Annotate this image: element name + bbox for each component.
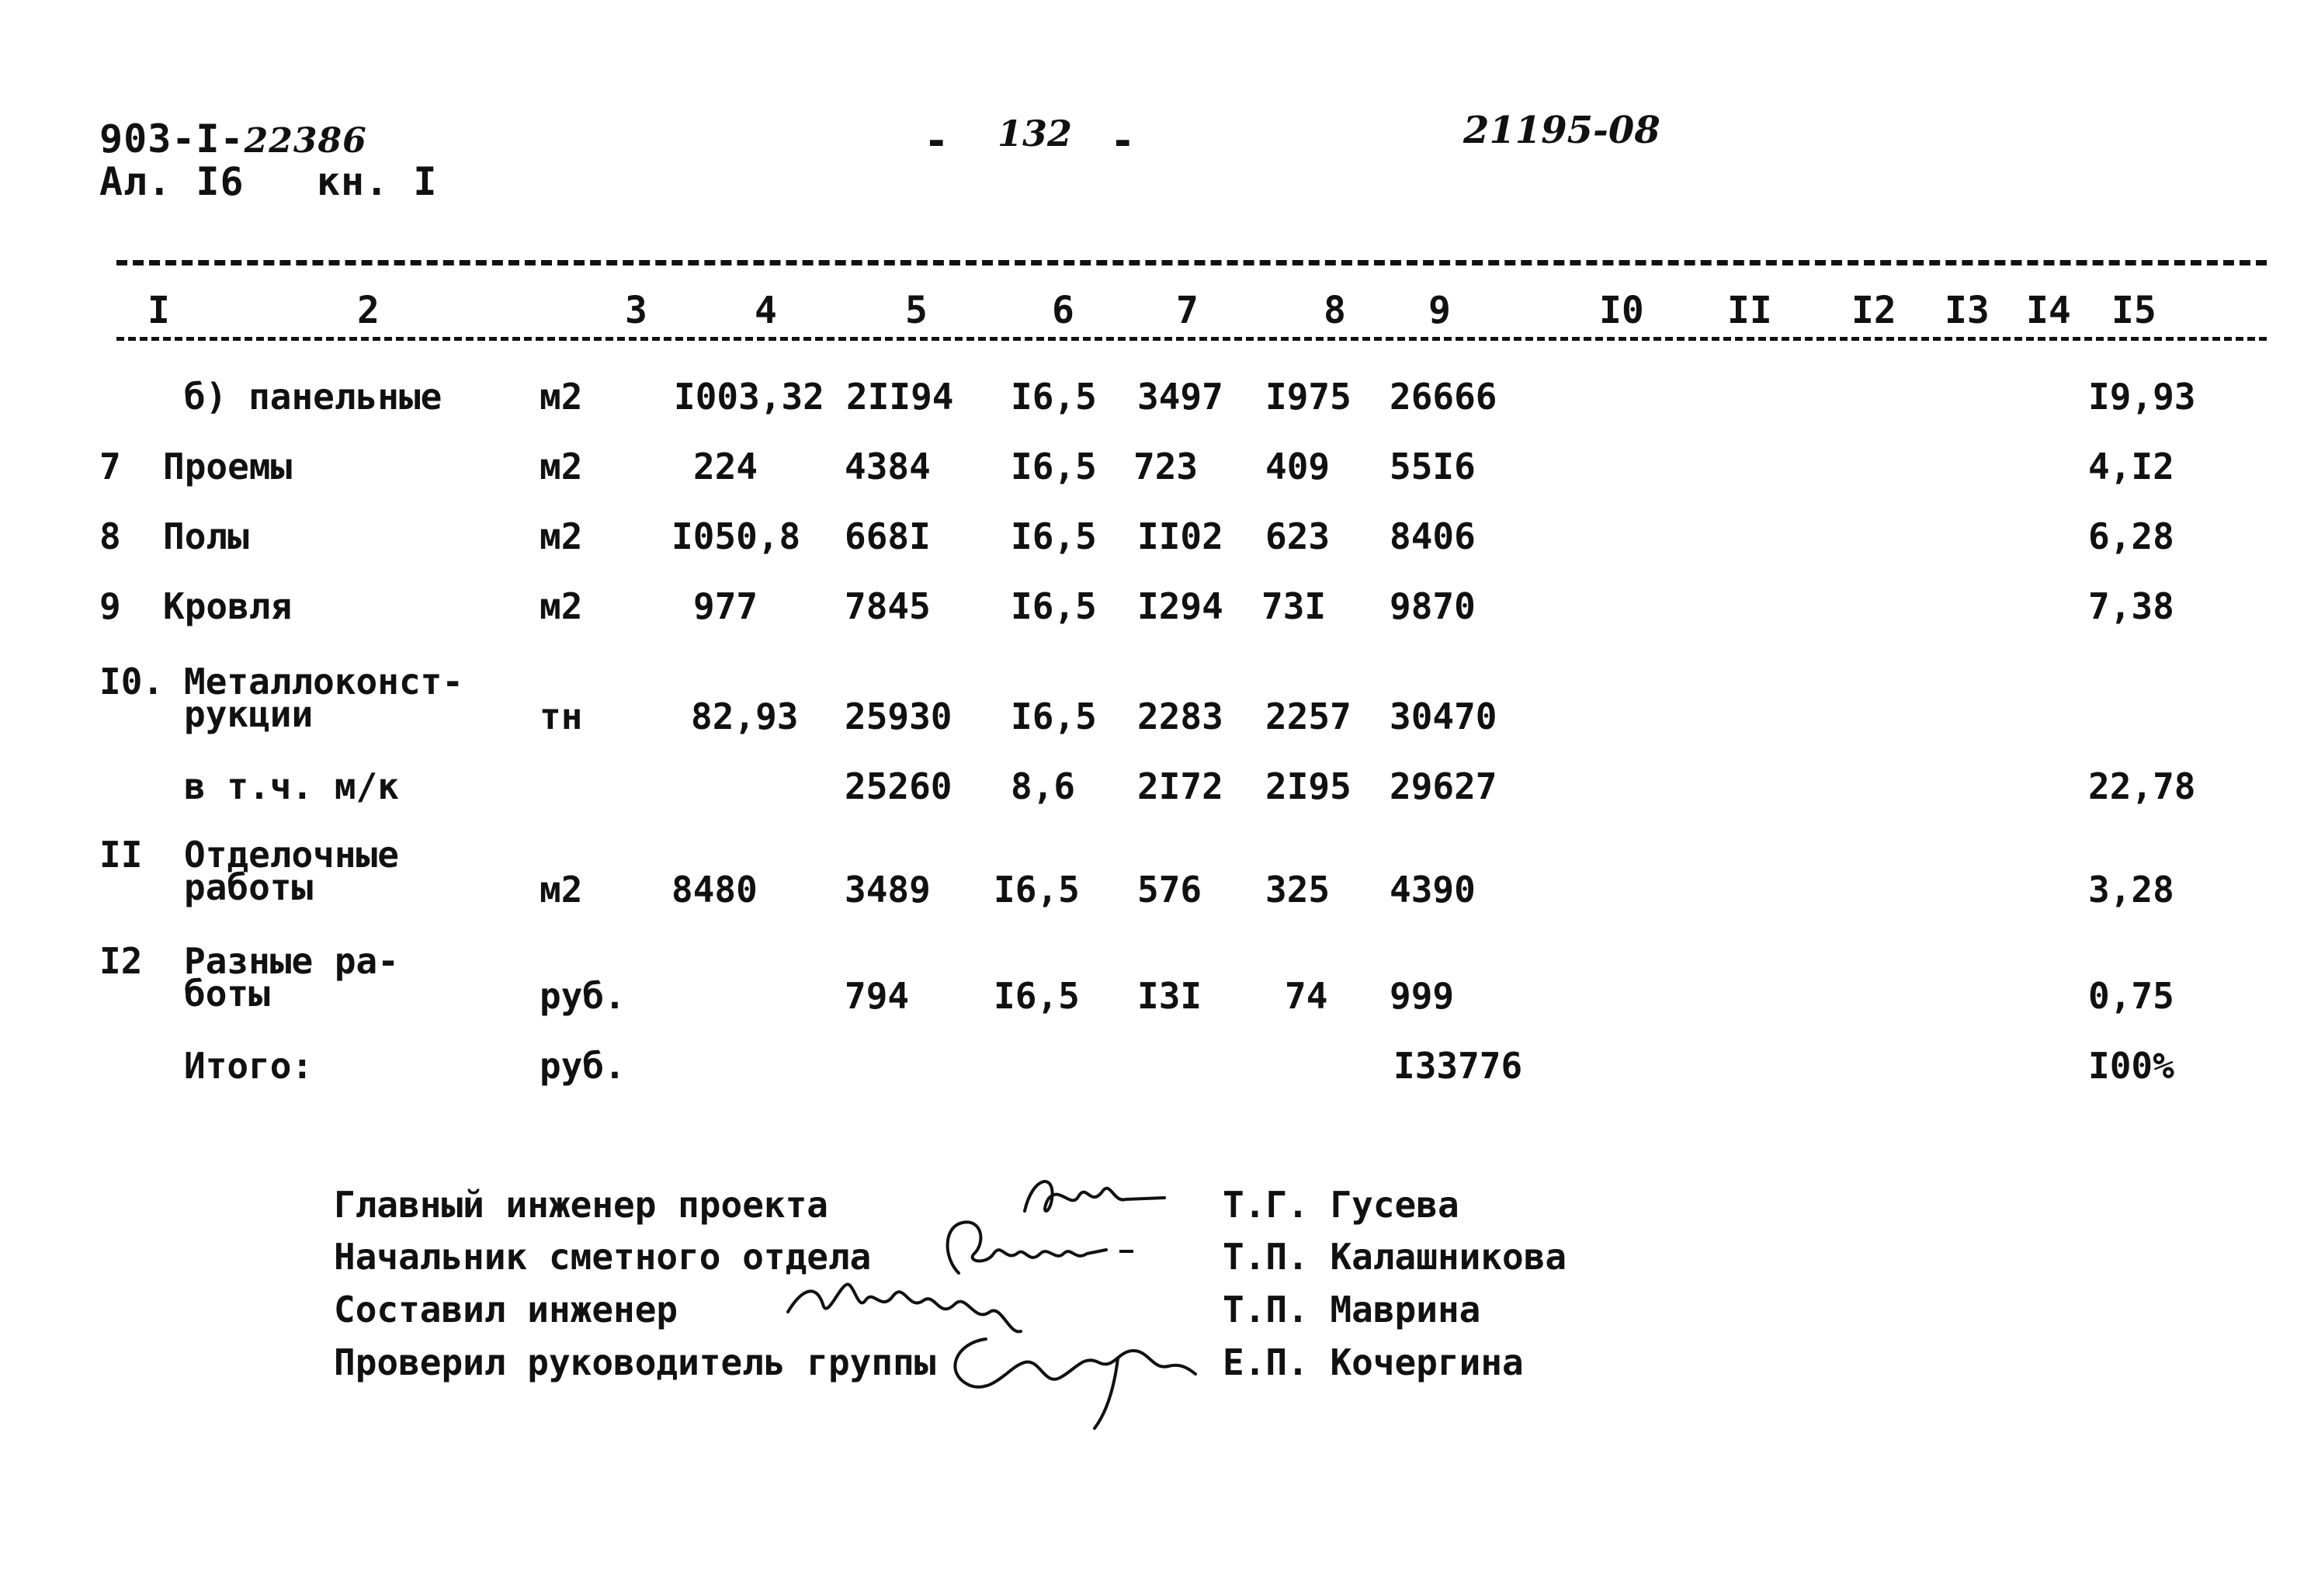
cell-col8: 29627 [1390, 765, 1497, 807]
signature-title: Главный инженер проекта [334, 1184, 828, 1226]
column-number: I2 [1851, 289, 1896, 332]
column-number: II [1727, 289, 1772, 332]
signature-person: Т.П. Маврина [1223, 1289, 1481, 1331]
row-name-line-2: рукции [184, 693, 314, 735]
cell-col15: 3,28 [2088, 869, 2174, 911]
cell-col8: 999 [1390, 975, 1455, 1017]
column-number: I3 [1945, 289, 1990, 332]
row-number: 8 [99, 515, 121, 557]
row-unit: м2 [540, 869, 583, 911]
cell-col6: 2283 [1137, 696, 1223, 737]
row-number: I2 [99, 940, 143, 982]
column-number: I5 [2111, 289, 2156, 332]
cell-col15: 0,75 [2088, 975, 2174, 1017]
cell-col6: I294 [1137, 585, 1223, 627]
cell-col7: 623 [1265, 515, 1331, 557]
column-number: I [147, 289, 170, 332]
cell-col5: I6,5 [1011, 696, 1097, 737]
column-number: 2 [357, 289, 380, 332]
cell-col7: I975 [1265, 376, 1351, 418]
signature-person: Т.П. Калашникова [1223, 1236, 1567, 1278]
cell-col4: 7845 [845, 585, 931, 627]
cell-col7: 325 [1265, 869, 1331, 911]
cell-col8: 4390 [1390, 869, 1476, 911]
cell-col6: 723 [1133, 446, 1199, 487]
column-number: 4 [755, 289, 777, 332]
row-unit: м2 [540, 376, 583, 418]
cell-col15: I00% [2088, 1045, 2174, 1087]
row-name-line-1: Металлоконст- [184, 661, 464, 703]
page-dash-right: - [1110, 116, 1136, 165]
cell-col3: 82,93 [691, 696, 799, 737]
document-code-typed: 903-I- [99, 116, 245, 161]
page-number: 132 [998, 113, 1073, 154]
cell-col4: 25930 [845, 696, 952, 737]
handwritten-signature-4 [939, 1320, 1203, 1436]
page-dash-left: - [924, 116, 950, 165]
row-unit: руб. [540, 1045, 626, 1087]
cell-col5: I6,5 [994, 975, 1080, 1017]
cell-col3: I050,8 [671, 515, 801, 557]
row-name-line-2: боты [184, 973, 270, 1015]
cell-col5: I6,5 [1011, 376, 1097, 418]
total-label: Итого: [184, 1045, 314, 1087]
cell-col15: 6,28 [2088, 515, 2174, 557]
column-number: 5 [905, 289, 928, 332]
row-unit: тн [540, 696, 583, 737]
cell-col4: 794 [845, 975, 910, 1017]
row-number: I0. [99, 661, 165, 703]
cell-col5: I6,5 [1011, 585, 1097, 627]
cell-col15: 4,I2 [2088, 446, 2174, 487]
cell-col4: 668I [845, 515, 931, 557]
cell-col8: 9870 [1390, 585, 1476, 627]
cell-col7: 2I95 [1265, 765, 1351, 807]
signature-title: Проверил руководитель группы [334, 1341, 936, 1383]
inventory-number: 21195-08 [1463, 109, 1660, 152]
row-name-line-2: работы [184, 866, 314, 908]
cell-col5: 8,6 [1011, 765, 1076, 807]
cell-col4: 25260 [845, 765, 952, 807]
cell-col7: 409 [1265, 446, 1331, 487]
cell-col15: 7,38 [2088, 585, 2174, 627]
cell-col8: 8406 [1390, 515, 1476, 557]
row-number: 9 [99, 585, 121, 627]
row-name: б) панельные [184, 376, 442, 418]
album-line: Ал. I6 кн. I [99, 159, 438, 204]
row-name: Полы [163, 515, 249, 557]
cell-col3: 8480 [671, 869, 758, 911]
cell-col6: 2I72 [1137, 765, 1223, 807]
cell-col6: II02 [1137, 515, 1223, 557]
cell-col6: 3497 [1137, 376, 1223, 418]
cell-col8: 26666 [1390, 376, 1497, 418]
cell-col7: 73I [1261, 585, 1327, 627]
cell-col15: 22,78 [2088, 765, 2196, 807]
cell-col7: 74 [1285, 975, 1328, 1017]
cell-col5: I6,5 [1011, 515, 1097, 557]
row-unit: м2 [540, 515, 583, 557]
cell-col8: I33776 [1393, 1045, 1523, 1087]
cell-col15: I9,93 [2088, 376, 2196, 418]
cell-col4: 4384 [845, 446, 931, 487]
column-number: I4 [2026, 289, 2071, 332]
cell-col8: 55I6 [1390, 446, 1476, 487]
cell-col3: 977 [693, 585, 758, 627]
row-number: 7 [99, 446, 121, 487]
document-code-handwritten: 22386 [244, 121, 367, 161]
column-number: 3 [625, 289, 647, 332]
column-number: 7 [1176, 289, 1199, 332]
row-name-line-1: Разные ра- [184, 940, 399, 982]
cell-col3: I003,32 [674, 376, 824, 418]
cell-col4: 2II94 [846, 376, 954, 418]
cell-col3: 224 [693, 446, 758, 487]
row-unit: м2 [540, 585, 583, 627]
signature-person: Т.Г. Гусева [1223, 1184, 1459, 1226]
cell-col8: 30470 [1390, 696, 1497, 737]
signature-person: Е.П. Кочергина [1223, 1341, 1524, 1383]
cell-col6: 576 [1137, 869, 1202, 911]
cell-col7: 2257 [1265, 696, 1351, 737]
column-number: 8 [1324, 289, 1346, 332]
column-number: 6 [1052, 289, 1074, 332]
column-number: 9 [1428, 289, 1451, 332]
row-name: Проемы [163, 446, 293, 487]
cell-col4: 3489 [845, 869, 931, 911]
row-name: в т.ч. м/к [184, 765, 399, 807]
row-name: Кровля [163, 585, 293, 627]
cell-col6: I3I [1137, 975, 1202, 1017]
cell-col5: I6,5 [1011, 446, 1097, 487]
row-name-line-1: Отделочные [184, 834, 399, 876]
signature-title: Составил инженер [334, 1289, 678, 1331]
row-number: II [99, 834, 143, 876]
column-number: I0 [1599, 289, 1644, 332]
row-unit: м2 [540, 446, 583, 487]
cell-col5: I6,5 [994, 869, 1080, 911]
row-unit: руб. [540, 975, 626, 1017]
signature-title: Начальник сметного отдела [334, 1236, 872, 1278]
